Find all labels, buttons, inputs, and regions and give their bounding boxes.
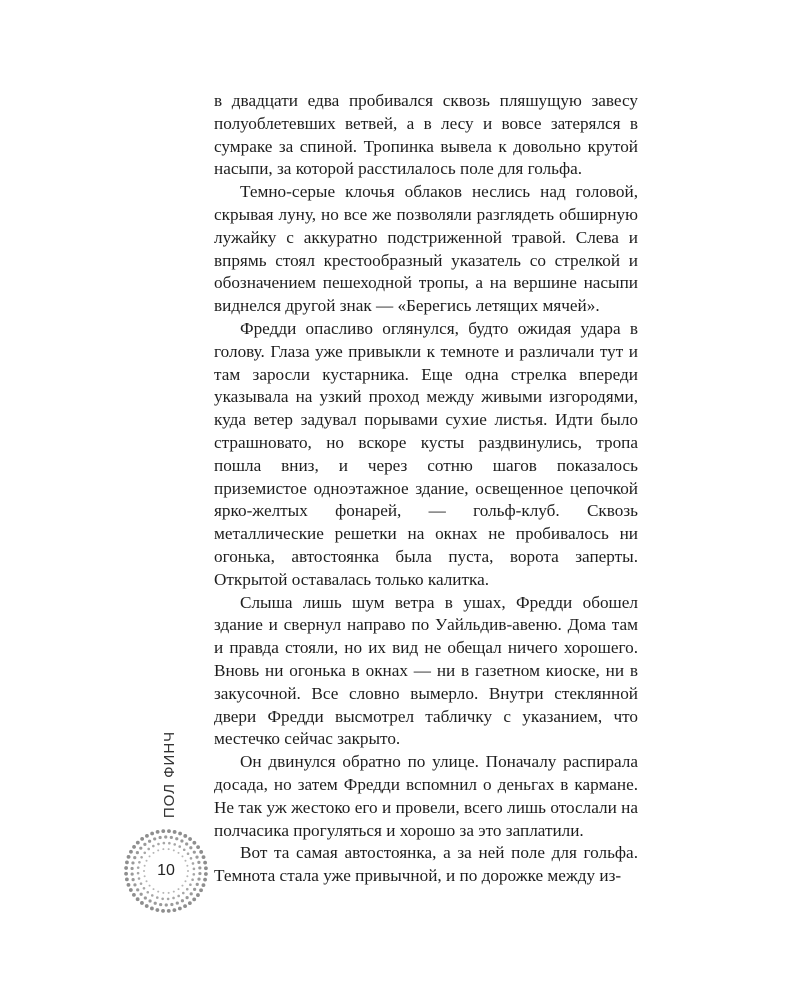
paragraph-3: Фредди опасливо оглянулся, будто ожидая удара в голову. Глаза уже привыкли к темноте и различали тут и там заросли кустарника. Еще одна стрелка впереди указывала на узкий проход между живыми изгородями, куда ветер задувал порывами сухие листья. Идти было страшновато, но вскоре кусты раздвинулись, тропа пошла вниз, и через сотню шагов показалось приземистое одноэтажное здание, освещенное цепочкой ярко-желтых фонарей, — гольф-клуб. Сквозь металлические решетки на окнах не пробивалось ни огонька, автостоянка была пуста, ворота заперты. Открытой оставалась только калитка. (214, 318, 638, 589)
folio (121, 826, 211, 916)
paragraph-4: Слыша лишь шум ветра в ушах, Фредди обошел здание и свернул направо по Уайльдив-авеню. Дома там и правда стояли, но их вид не обещал ничего хорошего. Вновь ни огонька в окнах — ни в газетном киоске, ни в закусочной. Все словно вымерло. Внутри стеклянной двери Фредди высмотрел табличку с указанием, что местечко сейчас закрыто. (214, 592, 638, 749)
author-name: ПОЛ ФИНЧ (161, 730, 179, 818)
paragraph-5: Он двинулся обратно по улице. Поначалу распирала досада, но затем Фредди вспомнил о деньгах в кармане. Не так уж жестоко его и провели, всего лишь отослали на полчасика прогуляться и хорошо за это заплатили. (214, 752, 638, 840)
body-text (214, 90, 638, 888)
page-number: 10 (157, 862, 175, 879)
paragraph-2: Темно-серые клочья облаков неслись над головой, скрывая луну, но все же позволяли разглядеть обширную лужайку с аккуратно подстриженной травой. Слева и впрямь стоял крестообразный указатель со стрелкой и обозначением пешеходной тропы, а на вершине насыпи виднелся другой знак — «Берегись летящих мячей». (214, 182, 638, 316)
running-head (155, 730, 185, 818)
paragraph-1: в двадцати едва пробивался сквозь пляшущую завесу полуоблетевших ветвей, а в лесу и вовсе затерялся в сумраке за спиной. Тропинка вывела к довольно крутой насыпи, за которой расстилалось поле для гольфа. (214, 91, 638, 179)
paragraph-6: Вот та самая автостоянка, а за ней поле для гольфа. Темнота стала уже привычной, и по дорожке между из- (214, 843, 638, 886)
